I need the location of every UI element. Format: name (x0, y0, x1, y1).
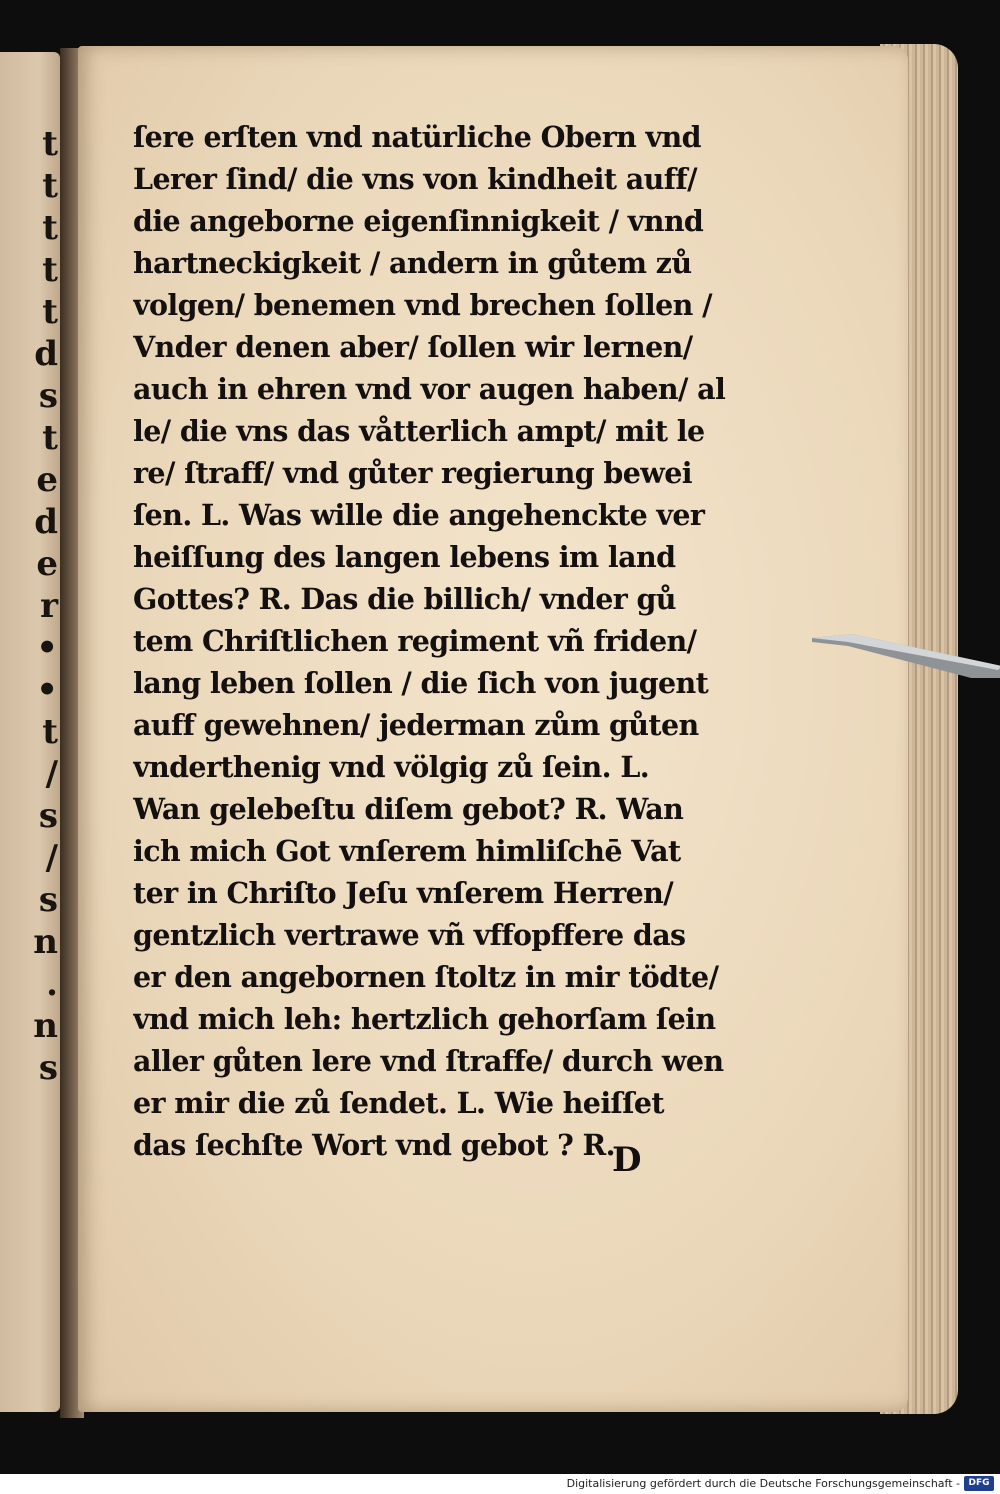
text-line: vnd mich leh: hertzlich gehorſam ſein (133, 1002, 716, 1036)
text-line: Lerer ſind/ die vns von kindheit auff/ (133, 162, 697, 196)
text-line: volgen/ benemen vnd brechen ſollen / (133, 288, 712, 322)
left-page-fragment: t (42, 292, 58, 332)
left-page-fragment: n (33, 1006, 58, 1046)
left-page-fragment: t (42, 124, 58, 164)
left-page-fragment: r (40, 586, 58, 626)
left-page-fragment: t (42, 166, 58, 206)
text-line: gentzlich vertrawe vñ vffopffere das (133, 918, 686, 952)
text-line: Wan gelebeſtu diſem gebot? R. Wan (133, 792, 684, 826)
left-page-fragment: s (38, 1048, 58, 1088)
left-page-fragment: • (36, 670, 58, 710)
text-line: auff gewehnen/ jederman zům gůten (133, 708, 699, 742)
left-page-fragment: • (36, 628, 58, 668)
text-line: die angeborne eigenſinnigkeit / vnnd (133, 204, 704, 238)
left-page-fragment: e (36, 460, 58, 500)
text-line: er mir die zů ſendet. L. Wie heiſſet (133, 1086, 664, 1120)
left-page-fragment: s (38, 376, 58, 416)
text-line: lang leben ſollen / die ſich von jugent (133, 666, 709, 700)
left-page-fragment: t (42, 208, 58, 248)
text-line: auch in ehren vnd vor augen haben/ al (133, 372, 726, 406)
footer-credit: Digitalisierung gefördert durch die Deutsche Forschungsgemeinschaft - (566, 1477, 960, 1490)
catchword: D (612, 1140, 642, 1180)
text-line: ſen. L. Was wille die angehenckte ver (133, 498, 705, 532)
text-line: Vnder denen aber/ ſollen wir lernen/ (133, 330, 693, 364)
left-page-fragment: n (33, 922, 58, 962)
left-page-fragment: t (42, 250, 58, 290)
left-page-fragment: t (42, 712, 58, 752)
left-page-fragment: s (38, 796, 58, 836)
text-line: hartneckigkeit / andern in gůtem zů (133, 246, 692, 280)
left-page-fragment: t (42, 418, 58, 458)
text-line: re/ ſtraff/ vnd gůter regierung bewei (133, 456, 692, 490)
dfg-logo-icon: DFG (964, 1476, 994, 1491)
page-text (133, 116, 748, 1166)
left-page-fragment: / (45, 754, 58, 794)
text-line: ich mich Got vnſerem himliſchē Vat (133, 834, 681, 868)
text-line: tem Chriſtlichen regiment vñ friden/ (133, 624, 697, 658)
text-line: ſere erſten vnd natürliche Obern vnd (133, 120, 701, 154)
text-line: ter in Chriſto Jeſu vnſerem Herren/ (133, 876, 674, 910)
left-page-fragment: s (38, 880, 58, 920)
text-line: aller gůten lere vnd ſtraffe/ durch wen (133, 1044, 724, 1078)
left-page-fragment: . (46, 964, 58, 1004)
text-line: vnderthenig vnd völgig zů ſein. L. (133, 750, 650, 784)
text-line: das ſechſte Wort vnd gebot ? R. (133, 1128, 615, 1162)
page-holder-knife-icon (812, 628, 1000, 678)
left-page-fragment: e (36, 544, 58, 584)
left-page-edge (0, 52, 60, 1412)
text-line: Gottes? R. Das die billich/ vnder gů (133, 582, 676, 616)
left-page-fragment: / (45, 838, 58, 878)
left-page-fragment: d (34, 334, 58, 374)
text-line: le/ die vns das våtterlich ampt/ mit le (133, 414, 705, 448)
footer-bar (0, 1474, 1000, 1494)
text-line: heiſſung des langen lebens im land (133, 540, 676, 574)
left-page-fragment: d (34, 502, 58, 542)
text-line: er den angebornen ſtoltz in mir tödte/ (133, 960, 719, 994)
